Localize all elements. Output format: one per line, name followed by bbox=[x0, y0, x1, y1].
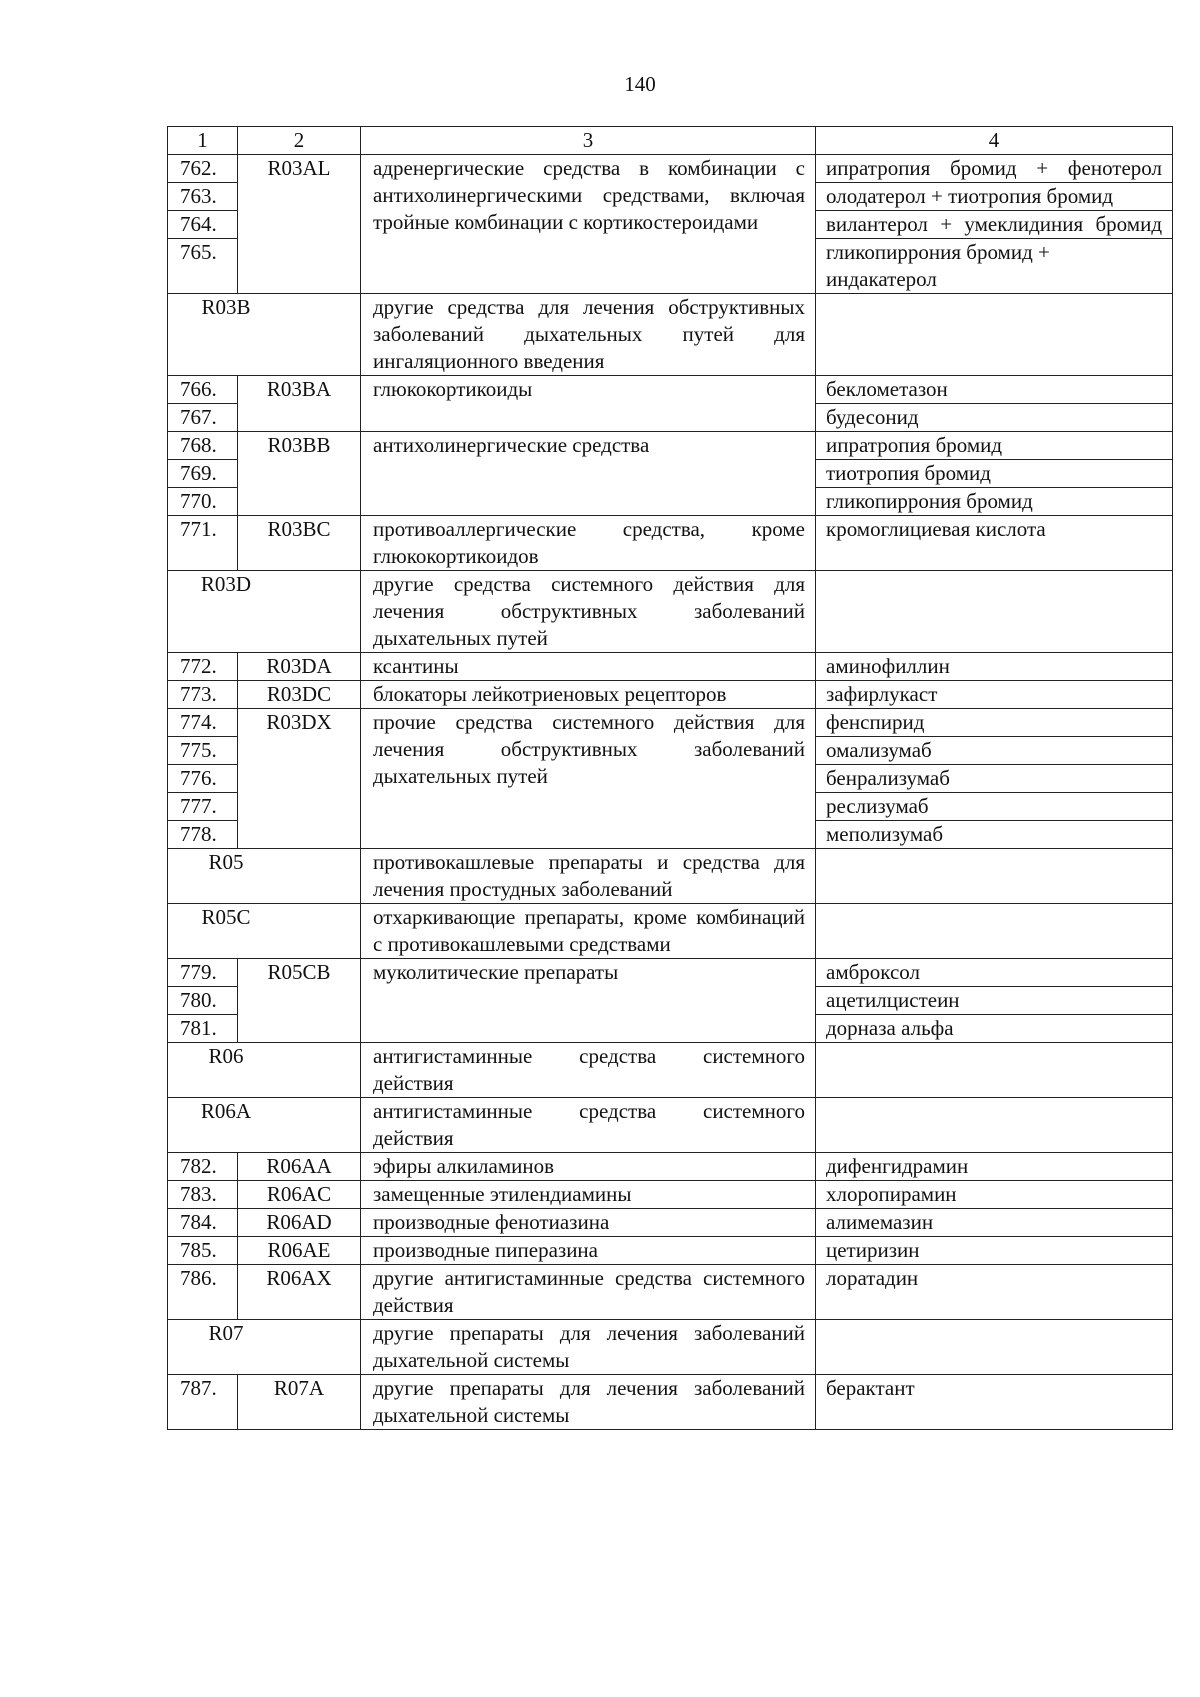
item-number: 775. bbox=[168, 737, 238, 765]
class-description: адренергические средства в комбинации с антихолинергическими средствами, включая тройные комбинации с кортикостероидами bbox=[361, 155, 816, 294]
group-description: другие средства для лечения обструктивных заболеваний дыхательных путей для ингаляционного введения bbox=[361, 294, 816, 376]
header-col-4: 4 bbox=[816, 127, 1173, 155]
group-code: R03D bbox=[168, 571, 361, 653]
group-code: R05C bbox=[168, 904, 361, 959]
atc-code: R06AX bbox=[238, 1265, 361, 1320]
class-description: прочие средства системного действия для лечения обструктивных заболеваний дыхательных путей bbox=[361, 709, 816, 849]
item-number: 777. bbox=[168, 793, 238, 821]
drug-name: беклометазон bbox=[816, 376, 1173, 404]
class-description: противоаллергические средства, кроме глюкокортикоидов bbox=[361, 516, 816, 571]
drug-name: ипратропия бромид bbox=[816, 432, 1173, 460]
item-number: 769. bbox=[168, 460, 238, 488]
class-description: ксантины bbox=[361, 653, 816, 681]
group-row bbox=[168, 849, 1173, 904]
item-number: 772. bbox=[168, 653, 238, 681]
drug-name: алимемазин bbox=[816, 1209, 1173, 1237]
drug-name: ацетилцистеин bbox=[816, 987, 1173, 1015]
class-description: производные пиперазина bbox=[361, 1237, 816, 1265]
drug-name: зафирлукаст bbox=[816, 681, 1173, 709]
atc-code: R03DC bbox=[238, 681, 361, 709]
item-number: 787. bbox=[168, 1375, 238, 1430]
group-row bbox=[168, 1320, 1173, 1375]
page-number: 140 bbox=[624, 72, 656, 96]
item-number: 766. bbox=[168, 376, 238, 404]
atc-code: R06AE bbox=[238, 1237, 361, 1265]
drug-name: меполизумаб bbox=[816, 821, 1173, 849]
drug-name: омализумаб bbox=[816, 737, 1173, 765]
drug-name: дорназа альфа bbox=[816, 1015, 1173, 1043]
item-number: 782. bbox=[168, 1153, 238, 1181]
group-code: R06 bbox=[168, 1043, 361, 1098]
drug-name: олодатерол + тиотропия бромид bbox=[816, 183, 1173, 211]
item-number: 776. bbox=[168, 765, 238, 793]
item-number: 765. bbox=[168, 239, 238, 294]
table-row bbox=[168, 1375, 1173, 1430]
group-description: отхаркивающие препараты, кроме комбинаций с противокашлевыми средствами bbox=[361, 904, 816, 959]
item-number: 785. bbox=[168, 1237, 238, 1265]
table-row bbox=[168, 516, 1173, 571]
drug-name: ипратропия бромид + фенотерол bbox=[816, 155, 1173, 183]
class-description: другие антигистаминные средства системного действия bbox=[361, 1265, 816, 1320]
group-description: другие средства системного действия для лечения обструктивных заболеваний дыхательных путей bbox=[361, 571, 816, 653]
item-number: 780. bbox=[168, 987, 238, 1015]
drug-name: амброксол bbox=[816, 959, 1173, 987]
item-number: 784. bbox=[168, 1209, 238, 1237]
table-row bbox=[168, 1209, 1173, 1237]
header-col-1: 1 bbox=[168, 127, 238, 155]
class-description: эфиры алкиламинов bbox=[361, 1153, 816, 1181]
atc-code: R03BA bbox=[238, 376, 361, 432]
drug-name: будесонид bbox=[816, 404, 1173, 432]
atc-code: R06AA bbox=[238, 1153, 361, 1181]
atc-code: R07A bbox=[238, 1375, 361, 1430]
drug-name: лоратадин bbox=[816, 1265, 1173, 1320]
class-description: производные фенотиазина bbox=[361, 1209, 816, 1237]
item-number: 768. bbox=[168, 432, 238, 460]
drug-name: гликопиррония бромид + индакатерол bbox=[816, 239, 1173, 294]
table-row bbox=[168, 959, 1173, 987]
header-row bbox=[168, 127, 1173, 155]
drug-name: хлоропирамин bbox=[816, 1181, 1173, 1209]
item-number: 764. bbox=[168, 211, 238, 239]
table-row bbox=[168, 653, 1173, 681]
group-code: R03B bbox=[168, 294, 361, 376]
item-number: 763. bbox=[168, 183, 238, 211]
empty-cell bbox=[816, 1320, 1173, 1375]
table-body bbox=[168, 155, 1173, 1430]
group-description: противокашлевые препараты и средства для лечения простудных заболеваний bbox=[361, 849, 816, 904]
drug-name: реслизумаб bbox=[816, 793, 1173, 821]
group-code: R05 bbox=[168, 849, 361, 904]
atc-code: R03AL bbox=[238, 155, 361, 294]
drug-classification-table bbox=[167, 126, 1173, 1430]
drug-name: тиотропия бромид bbox=[816, 460, 1173, 488]
group-description: антигистаминные средства системного действия bbox=[361, 1098, 816, 1153]
table-row bbox=[168, 1237, 1173, 1265]
group-row bbox=[168, 571, 1173, 653]
item-number: 779. bbox=[168, 959, 238, 987]
group-row bbox=[168, 1098, 1173, 1153]
item-number: 778. bbox=[168, 821, 238, 849]
atc-code: R03DA bbox=[238, 653, 361, 681]
atc-code: R03DX bbox=[238, 709, 361, 849]
group-description: другие препараты для лечения заболеваний дыхательной системы bbox=[361, 1320, 816, 1375]
item-number: 770. bbox=[168, 488, 238, 516]
item-number: 762. bbox=[168, 155, 238, 183]
drug-name: гликопиррония бромид bbox=[816, 488, 1173, 516]
class-description: антихолинергические средства bbox=[361, 432, 816, 516]
empty-cell bbox=[816, 571, 1173, 653]
atc-code: R06AC bbox=[238, 1181, 361, 1209]
atc-code: R05CB bbox=[238, 959, 361, 1043]
group-row bbox=[168, 294, 1173, 376]
table-row bbox=[168, 709, 1173, 737]
item-number: 773. bbox=[168, 681, 238, 709]
item-number: 781. bbox=[168, 1015, 238, 1043]
class-description: блокаторы лейкотриеновых рецепторов bbox=[361, 681, 816, 709]
drug-name: аминофиллин bbox=[816, 653, 1173, 681]
drug-name: фенспирид bbox=[816, 709, 1173, 737]
drug-name: вилантерол + умеклидиния бромид bbox=[816, 211, 1173, 239]
group-row bbox=[168, 904, 1173, 959]
item-number: 783. bbox=[168, 1181, 238, 1209]
class-description: глюкокортикоиды bbox=[361, 376, 816, 432]
group-row bbox=[168, 1043, 1173, 1098]
table-row bbox=[168, 1181, 1173, 1209]
empty-cell bbox=[816, 904, 1173, 959]
class-description: другие препараты для лечения заболеваний дыхательной системы bbox=[361, 1375, 816, 1430]
empty-cell bbox=[816, 1098, 1173, 1153]
class-description: муколитические препараты bbox=[361, 959, 816, 1043]
atc-code: R06AD bbox=[238, 1209, 361, 1237]
table-row bbox=[168, 681, 1173, 709]
table-row bbox=[168, 155, 1173, 183]
item-number: 786. bbox=[168, 1265, 238, 1320]
atc-code: R03BB bbox=[238, 432, 361, 516]
group-code: R07 bbox=[168, 1320, 361, 1375]
table-row bbox=[168, 1153, 1173, 1181]
item-number: 767. bbox=[168, 404, 238, 432]
item-number: 774. bbox=[168, 709, 238, 737]
drug-name: дифенгидрамин bbox=[816, 1153, 1173, 1181]
atc-code: R03BC bbox=[238, 516, 361, 571]
group-code: R06A bbox=[168, 1098, 361, 1153]
drug-name: цетиризин bbox=[816, 1237, 1173, 1265]
drug-name: кромоглициевая кислота bbox=[816, 516, 1173, 571]
empty-cell bbox=[816, 1043, 1173, 1098]
drug-name: бенрализумаб bbox=[816, 765, 1173, 793]
item-number: 771. bbox=[168, 516, 238, 571]
table-row bbox=[168, 1265, 1173, 1320]
empty-cell bbox=[816, 849, 1173, 904]
header-col-2: 2 bbox=[238, 127, 361, 155]
header-col-3: 3 bbox=[361, 127, 816, 155]
table-row bbox=[168, 376, 1173, 404]
group-description: антигистаминные средства системного действия bbox=[361, 1043, 816, 1098]
drug-name: берактант bbox=[816, 1375, 1173, 1430]
class-description: замещенные этилендиамины bbox=[361, 1181, 816, 1209]
table-row bbox=[168, 432, 1173, 460]
empty-cell bbox=[816, 294, 1173, 376]
